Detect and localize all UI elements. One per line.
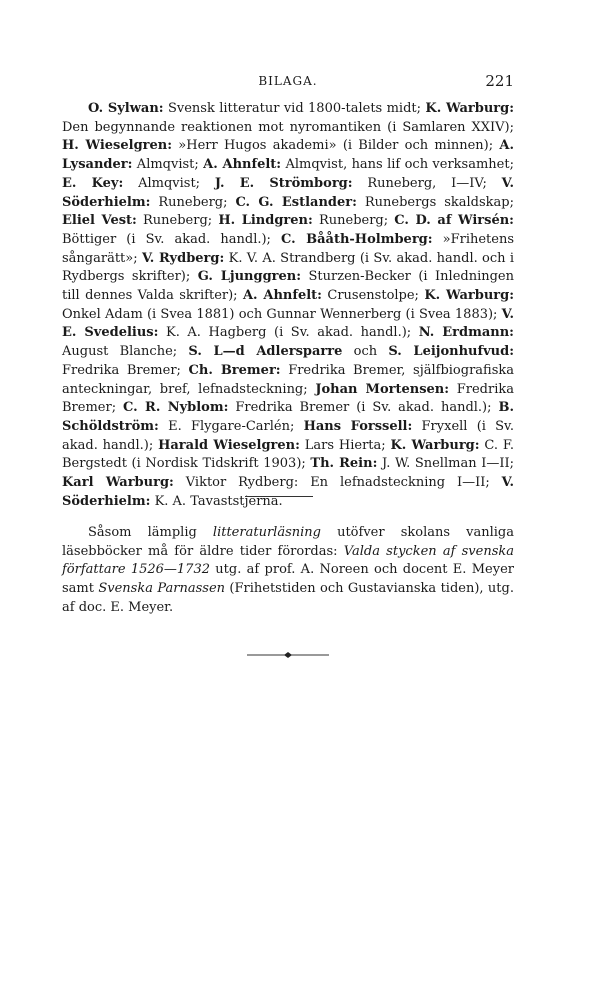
- source-title: »Herr Hugos akademi» (i Bilder och minnen);: [172, 138, 500, 154]
- source-author: Th. Rein:: [310, 456, 378, 472]
- source-author: H. Lindgren:: [218, 213, 313, 229]
- source-author: V. Söderhielm:: [62, 175, 514, 210]
- source-author: A. Ahnfelt:: [242, 288, 322, 304]
- source-author: C. D. af Wirsén:: [394, 213, 514, 229]
- page-header: [62, 72, 514, 92]
- source-author: C. G. Estlander:: [235, 194, 357, 210]
- source-title: Onkel Adam (i Svea 1881) och Gunnar Wennerberg (i Svea 1883);: [62, 306, 502, 322]
- source-title: Viktor Rydberg: En lefnadsteckning I—II;: [173, 475, 502, 491]
- source-author: V. Rydberg:: [141, 250, 225, 266]
- source-author: C. R. Nyblom:: [123, 400, 229, 416]
- source-title: och: [342, 344, 389, 360]
- source-author: Johan Mortensen:: [315, 381, 450, 397]
- ornament-divider: [247, 649, 329, 661]
- source-author: K. Warburg:: [425, 101, 515, 116]
- source-author: Hans Forssell:: [303, 418, 413, 434]
- source-author: Karl Warburg:: [62, 475, 174, 491]
- source-title: Runebergs skaldskap;: [356, 194, 514, 210]
- rec-text-2: utöfver skolans vanliga läsebböcker må för äldre tider förordas:: [62, 525, 514, 559]
- source-author: V. E. Svedelius:: [62, 306, 514, 341]
- source-author: A. Ahnfelt:: [203, 157, 282, 173]
- rec-text-4: (Frihetstiden och Gustavianska tiden), utg. af doc. E. Meyer.: [62, 581, 514, 615]
- source-title: Svensk litteratur vid 1800-talets midt;: [163, 101, 426, 116]
- source-author: G. Ljunggren:: [197, 269, 302, 285]
- source-title: August Blanche;: [62, 344, 189, 360]
- source-author: S. Leijonhufvud:: [388, 344, 514, 360]
- source-title: Fredrika Bremer (i Sv. akad. handl.);: [228, 400, 499, 416]
- source-title: Runeberg;: [150, 194, 236, 210]
- source-title: »Frihetens sångarätt»;: [62, 231, 515, 266]
- source-title: Den begynnande reaktionen mot nyromantiken (i Samlaren XXIV);: [62, 119, 514, 135]
- source-title: Runeberg;: [136, 213, 219, 229]
- source-title: Almqvist;: [132, 157, 204, 173]
- rec-emphasis-3: Svenska Parnassen: [98, 581, 226, 597]
- source-title: K. A. Hagberg (i Sv. akad. handl.);: [158, 325, 419, 341]
- source-title: Fredrika Bremer;: [62, 381, 514, 416]
- rec-emphasis-1: litteraturläsning: [212, 525, 321, 540]
- source-author: Ch. Bremer:: [188, 362, 281, 378]
- source-author: V. Söderhielm:: [62, 475, 514, 509]
- source-author: C. Bååth-Holmberg:: [281, 231, 433, 247]
- source-title: Crusenstolpe;: [321, 288, 425, 304]
- source-title: C. F. Bergstedt (i Nordisk Tidskrift 1903);: [62, 437, 515, 472]
- source-title: Böttiger (i Sv. akad. handl.);: [62, 231, 282, 247]
- source-title: Sturzen-Becker (i Inledningen till dennes Valda skrifter);: [62, 269, 514, 304]
- sources-paragraph: [62, 100, 514, 511]
- source-author: Eliel Vest:: [62, 213, 137, 229]
- source-author: J. E. Strömborg:: [214, 175, 353, 191]
- source-author: O. Sylwan:: [88, 101, 164, 116]
- running-head: BILAGA.: [258, 74, 318, 88]
- source-title: J. W. Snellman I—II;: [377, 456, 514, 472]
- rec-text-1: Såsom lämplig: [88, 525, 213, 540]
- source-title: Runeberg, I—IV;: [352, 175, 502, 191]
- source-author: N. Erdmann:: [418, 325, 514, 341]
- source-author: K. Warburg:: [424, 288, 515, 304]
- source-title: K. V. A. Strandberg (i Sv. akad. handl. och i Rydbergs skrifter);: [62, 250, 515, 285]
- source-title: Lars Hierta;: [299, 437, 391, 453]
- source-title: K. A. Tavaststjerna.: [150, 493, 283, 509]
- source-author: Harald Wieselgren:: [158, 437, 300, 453]
- source-author: S. L—d Adlersparre: [188, 344, 343, 360]
- page-number: 221: [485, 72, 514, 90]
- source-title: Fryxell (i Sv. akad. handl.);: [62, 418, 514, 453]
- source-author: E. Key:: [62, 175, 124, 191]
- recommendation-text: [62, 524, 514, 618]
- rec-text-3: utg. af prof. A. Noreen och docent E. Meyer samt: [62, 562, 514, 597]
- source-title: Runeberg;: [312, 213, 395, 229]
- source-title: E. Flygare-Carlén;: [158, 418, 304, 434]
- source-author: H. Wieselgren:: [62, 138, 173, 154]
- source-author: B. Schöldström:: [62, 400, 514, 434]
- recommendation-paragraph: [62, 524, 514, 618]
- source-title: Almqvist;: [123, 175, 215, 191]
- source-author: A. Lysander:: [62, 138, 515, 173]
- sources-text: [62, 100, 514, 511]
- rec-emphasis-2: Valda stycken af svenska författare 1526—1732: [62, 543, 514, 578]
- source-title: Fredrika Bremer;: [62, 362, 189, 378]
- source-author: K. Warburg:: [390, 437, 480, 453]
- source-title: Almqvist, hans lif och verksamhet;: [281, 157, 514, 173]
- source-title: Fredrika Bremer, själfbiografiska anteckningar, bref, lefnadsteckning;: [62, 362, 515, 397]
- section-divider: [245, 496, 313, 497]
